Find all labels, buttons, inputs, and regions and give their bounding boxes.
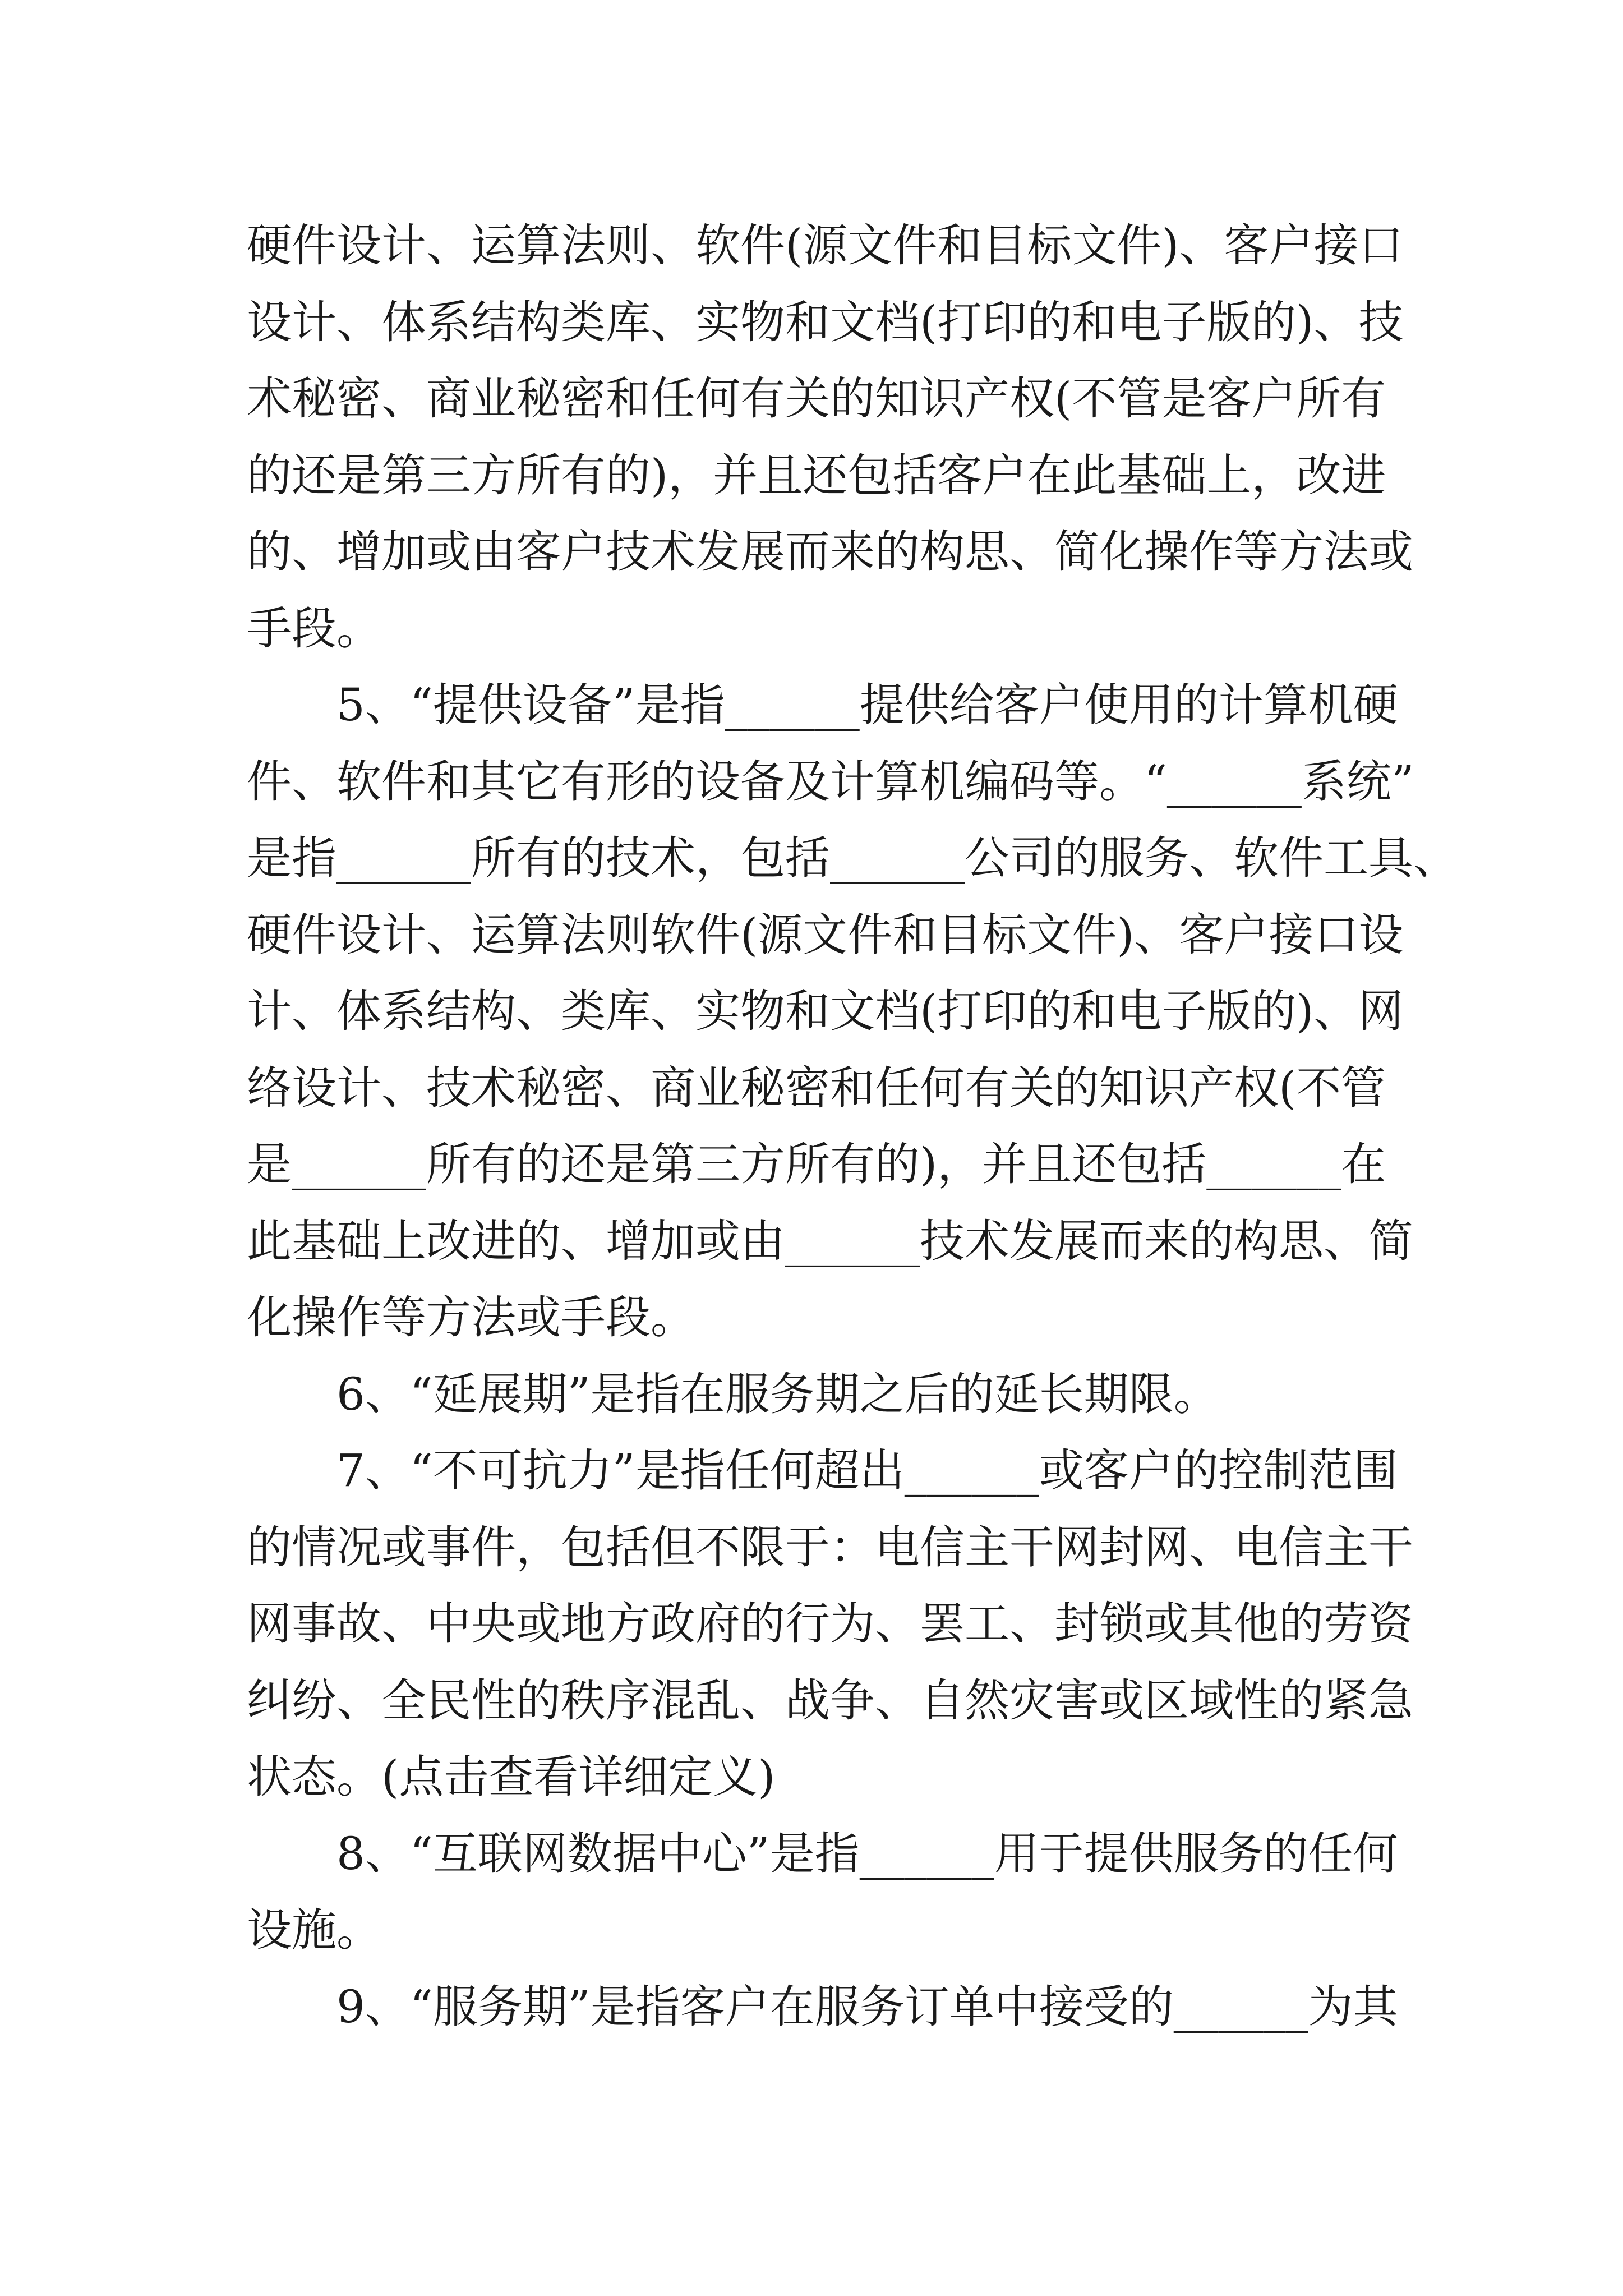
- text-line: 状态。(点击查看详细定义): [247, 1751, 776, 1803]
- text-line: 件、软件和其它有形的设备及计算机编码等。“______系统”: [247, 755, 1414, 808]
- paragraph-item-7-force-majeure: [247, 1433, 1413, 1816]
- paragraph-hardware-definition-continued: [247, 208, 1413, 667]
- text-line: 硬件设计、运算法则、软件(源文件和目标文件)、客户接口: [247, 219, 1404, 272]
- text-line: 化操作等方法或手段。: [247, 1291, 695, 1343]
- text-line: 是指______所有的技术，包括______公司的服务、软件工具、: [247, 832, 1458, 884]
- text-line: 硬件设计、运算法则软件(源文件和目标文件)、客户接口设: [247, 908, 1404, 961]
- paragraph-item-6-extension-period: [247, 1356, 1380, 1433]
- text-line: 是______所有的还是第三方所有的)，并且还包括______在: [247, 1138, 1386, 1190]
- text-line: 此基础上改进的、增加或由______技术发展而来的构思、简: [247, 1214, 1413, 1267]
- text-line: 设施。: [247, 1904, 381, 1956]
- paragraph-item-9-service-period: [247, 1969, 1398, 2046]
- text-line: 6、“延展期”是指在服务期之后的延长期限。: [336, 1368, 1219, 1420]
- text-line: 的还是第三方所有的)，并且还包括客户在此基础上，改进: [247, 449, 1386, 501]
- text-line: 的、增加或由客户技术发展而来的构思、简化操作等方法或: [247, 526, 1413, 578]
- text-line: 纠纷、全民性的秩序混乱、战争、自然灾害或区域性的紧急: [247, 1674, 1413, 1727]
- text-line: 5、“提供设备”是指______提供给客户使用的计算机硬: [336, 679, 1398, 731]
- paragraph-item-8-internet-data-center: [247, 1816, 1398, 1969]
- text-line: 计、体系结构、类库、实物和文档(打印的和电子版的)、网: [247, 985, 1404, 1037]
- text-line: 9、“服务期”是指客户在服务订单中接受的______为其: [336, 1980, 1398, 2033]
- text-line: 设计、体系结构类库、实物和文档(打印的和电子版的)、技: [247, 296, 1404, 348]
- text-line: 的情况或事件，包括但不限于：电信主干网封网、电信主干: [247, 1521, 1413, 1573]
- text-line: 8、“互联网数据中心”是指______用于提供服务的任何: [336, 1827, 1398, 1880]
- text-line: 手段。: [247, 602, 381, 655]
- text-line: 术秘密、商业秘密和任何有关的知识产权(不管是客户所有: [247, 372, 1386, 425]
- paragraph-item-5-provided-equipment: [247, 667, 1458, 1356]
- text-line: 7、“不可抗力”是指任何超出______或客户的控制范围: [336, 1444, 1398, 1497]
- text-line: 网事故、中央或地方政府的行为、罢工、封锁或其他的劳资: [247, 1598, 1413, 1650]
- document-body: [247, 208, 1458, 2045]
- text-line: 络设计、技术秘密、商业秘密和任何有关的知识产权(不管: [247, 1061, 1386, 1114]
